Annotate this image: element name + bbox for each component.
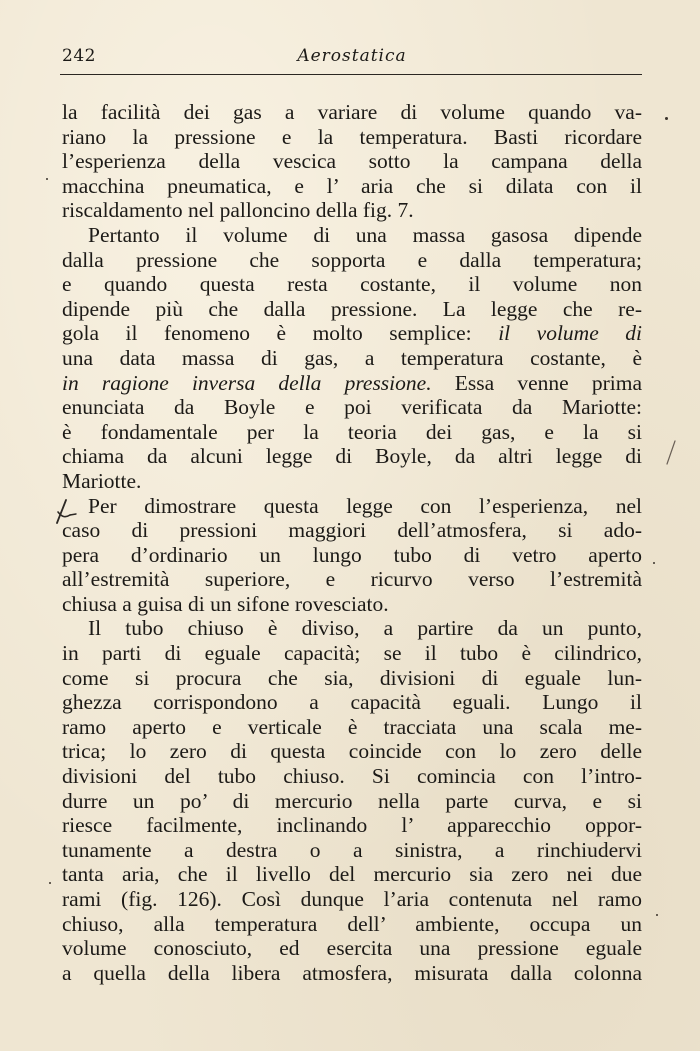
- text-line: dalla pressione che sopporta e dalla temperatura;: [62, 247, 642, 272]
- pencil-stroke-icon: [664, 438, 678, 468]
- paper-speck: [653, 562, 655, 564]
- text-line: chiuso, alla temperatura dell’ ambiente, occupa un: [62, 911, 642, 936]
- page-header: [62, 44, 642, 72]
- text-line: chiusa a guisa di un sifone rovesciato.: [62, 591, 389, 616]
- text-line: è fondamentale per la teoria dei gas, e la si: [62, 419, 642, 444]
- text-line: a quella della libera atmosfera, misurata dalla colonna: [62, 960, 642, 985]
- text-line: dipende più che dalla pressione. La legge che re-: [62, 296, 642, 321]
- pencil-margin-mark-icon: [52, 496, 92, 526]
- text-line: durre un po’ di mercurio nella parte curva, e si: [62, 788, 642, 813]
- italic-text: il volume di: [498, 321, 642, 346]
- italic-text: in ragione inversa della pressione.: [62, 370, 432, 395]
- text-line: volume conosciuto, ed esercita una pressione eguale: [62, 936, 642, 961]
- text-line: ramo aperto e verticale è tracciata una scala me-: [62, 714, 642, 739]
- paper-speck: [49, 882, 51, 884]
- text-line: divisioni del tubo chiuso. Si comincia con l’intro-: [62, 764, 642, 789]
- text-line: [62, 321, 642, 346]
- text-line: Mariotte.: [62, 468, 142, 493]
- text-line: l’esperienza della vescica sotto la campana della: [62, 149, 642, 174]
- text-line: tunamente a destra o a sinistra, a rinchiudervi: [62, 837, 642, 862]
- text-line: enunciata da Boyle e poi verificata da Mariotte:: [62, 395, 642, 420]
- text-line: trica; lo zero di questa coincide con lo zero delle: [62, 739, 642, 764]
- header-divider: [60, 74, 642, 75]
- text-line: Per dimostrare questa legge con l’esperienza, nel: [88, 493, 642, 518]
- paper-speck: [46, 178, 48, 180]
- text-line: in parti di eguale capacità; se il tubo è cilindrico,: [62, 641, 642, 666]
- text-line: all’estremità superiore, e ricurvo verso l’estremità: [62, 567, 642, 592]
- text-line: macchina pneumatica, e l’ aria che si dilata con il: [62, 173, 642, 198]
- text-line: riesce facilmente, inclinando l’ apparecchio oppor-: [62, 813, 642, 838]
- paper-speck: [656, 914, 658, 916]
- text-line: caso di pressioni maggiori dell’atmosfera, si ado-: [62, 518, 642, 543]
- text-line: Il tubo chiuso è diviso, a partire da un punto,: [88, 616, 642, 641]
- text-line: rami (fig. 126). Così dunque l’aria contenuta nel ramo: [62, 887, 642, 911]
- page-number: 242: [62, 46, 96, 66]
- text-line: tanta aria, che il livello del mercurio sia zero nei due: [62, 862, 642, 887]
- text-line: riano la pressione e la temperatura. Basti ricordare: [62, 124, 642, 149]
- running-title: Aerostatica: [297, 46, 407, 66]
- paper-speck: [665, 117, 668, 120]
- italic-text-line: una data massa di gas, a temperatura costante, è: [62, 345, 642, 370]
- text-line: chiama da alcuni legge di Boyle, da altri legge di: [62, 444, 642, 469]
- text-line: la facilità dei gas a variare di volume quando va-: [62, 100, 642, 124]
- text-line: pera d’ordinario un lungo tubo di vetro aperto: [62, 542, 642, 567]
- text-line: Pertanto il volume di una massa gasosa dipende: [88, 222, 642, 247]
- text-segment: Essa venne prima: [454, 370, 642, 395]
- text-segment: gola il fenomeno è molto semplice:: [62, 321, 472, 346]
- text-line: e quando questa resta costante, il volume non: [62, 272, 642, 297]
- text-line: ghezza corrispondono a capacità eguali. Lungo il: [62, 690, 642, 715]
- text-line: riscaldamento nel palloncino della fig. 7.: [62, 198, 414, 223]
- body-text: [62, 100, 642, 985]
- text-line: come si procura che sia, divisioni di eguale lun-: [62, 665, 642, 690]
- text-line: [62, 371, 642, 396]
